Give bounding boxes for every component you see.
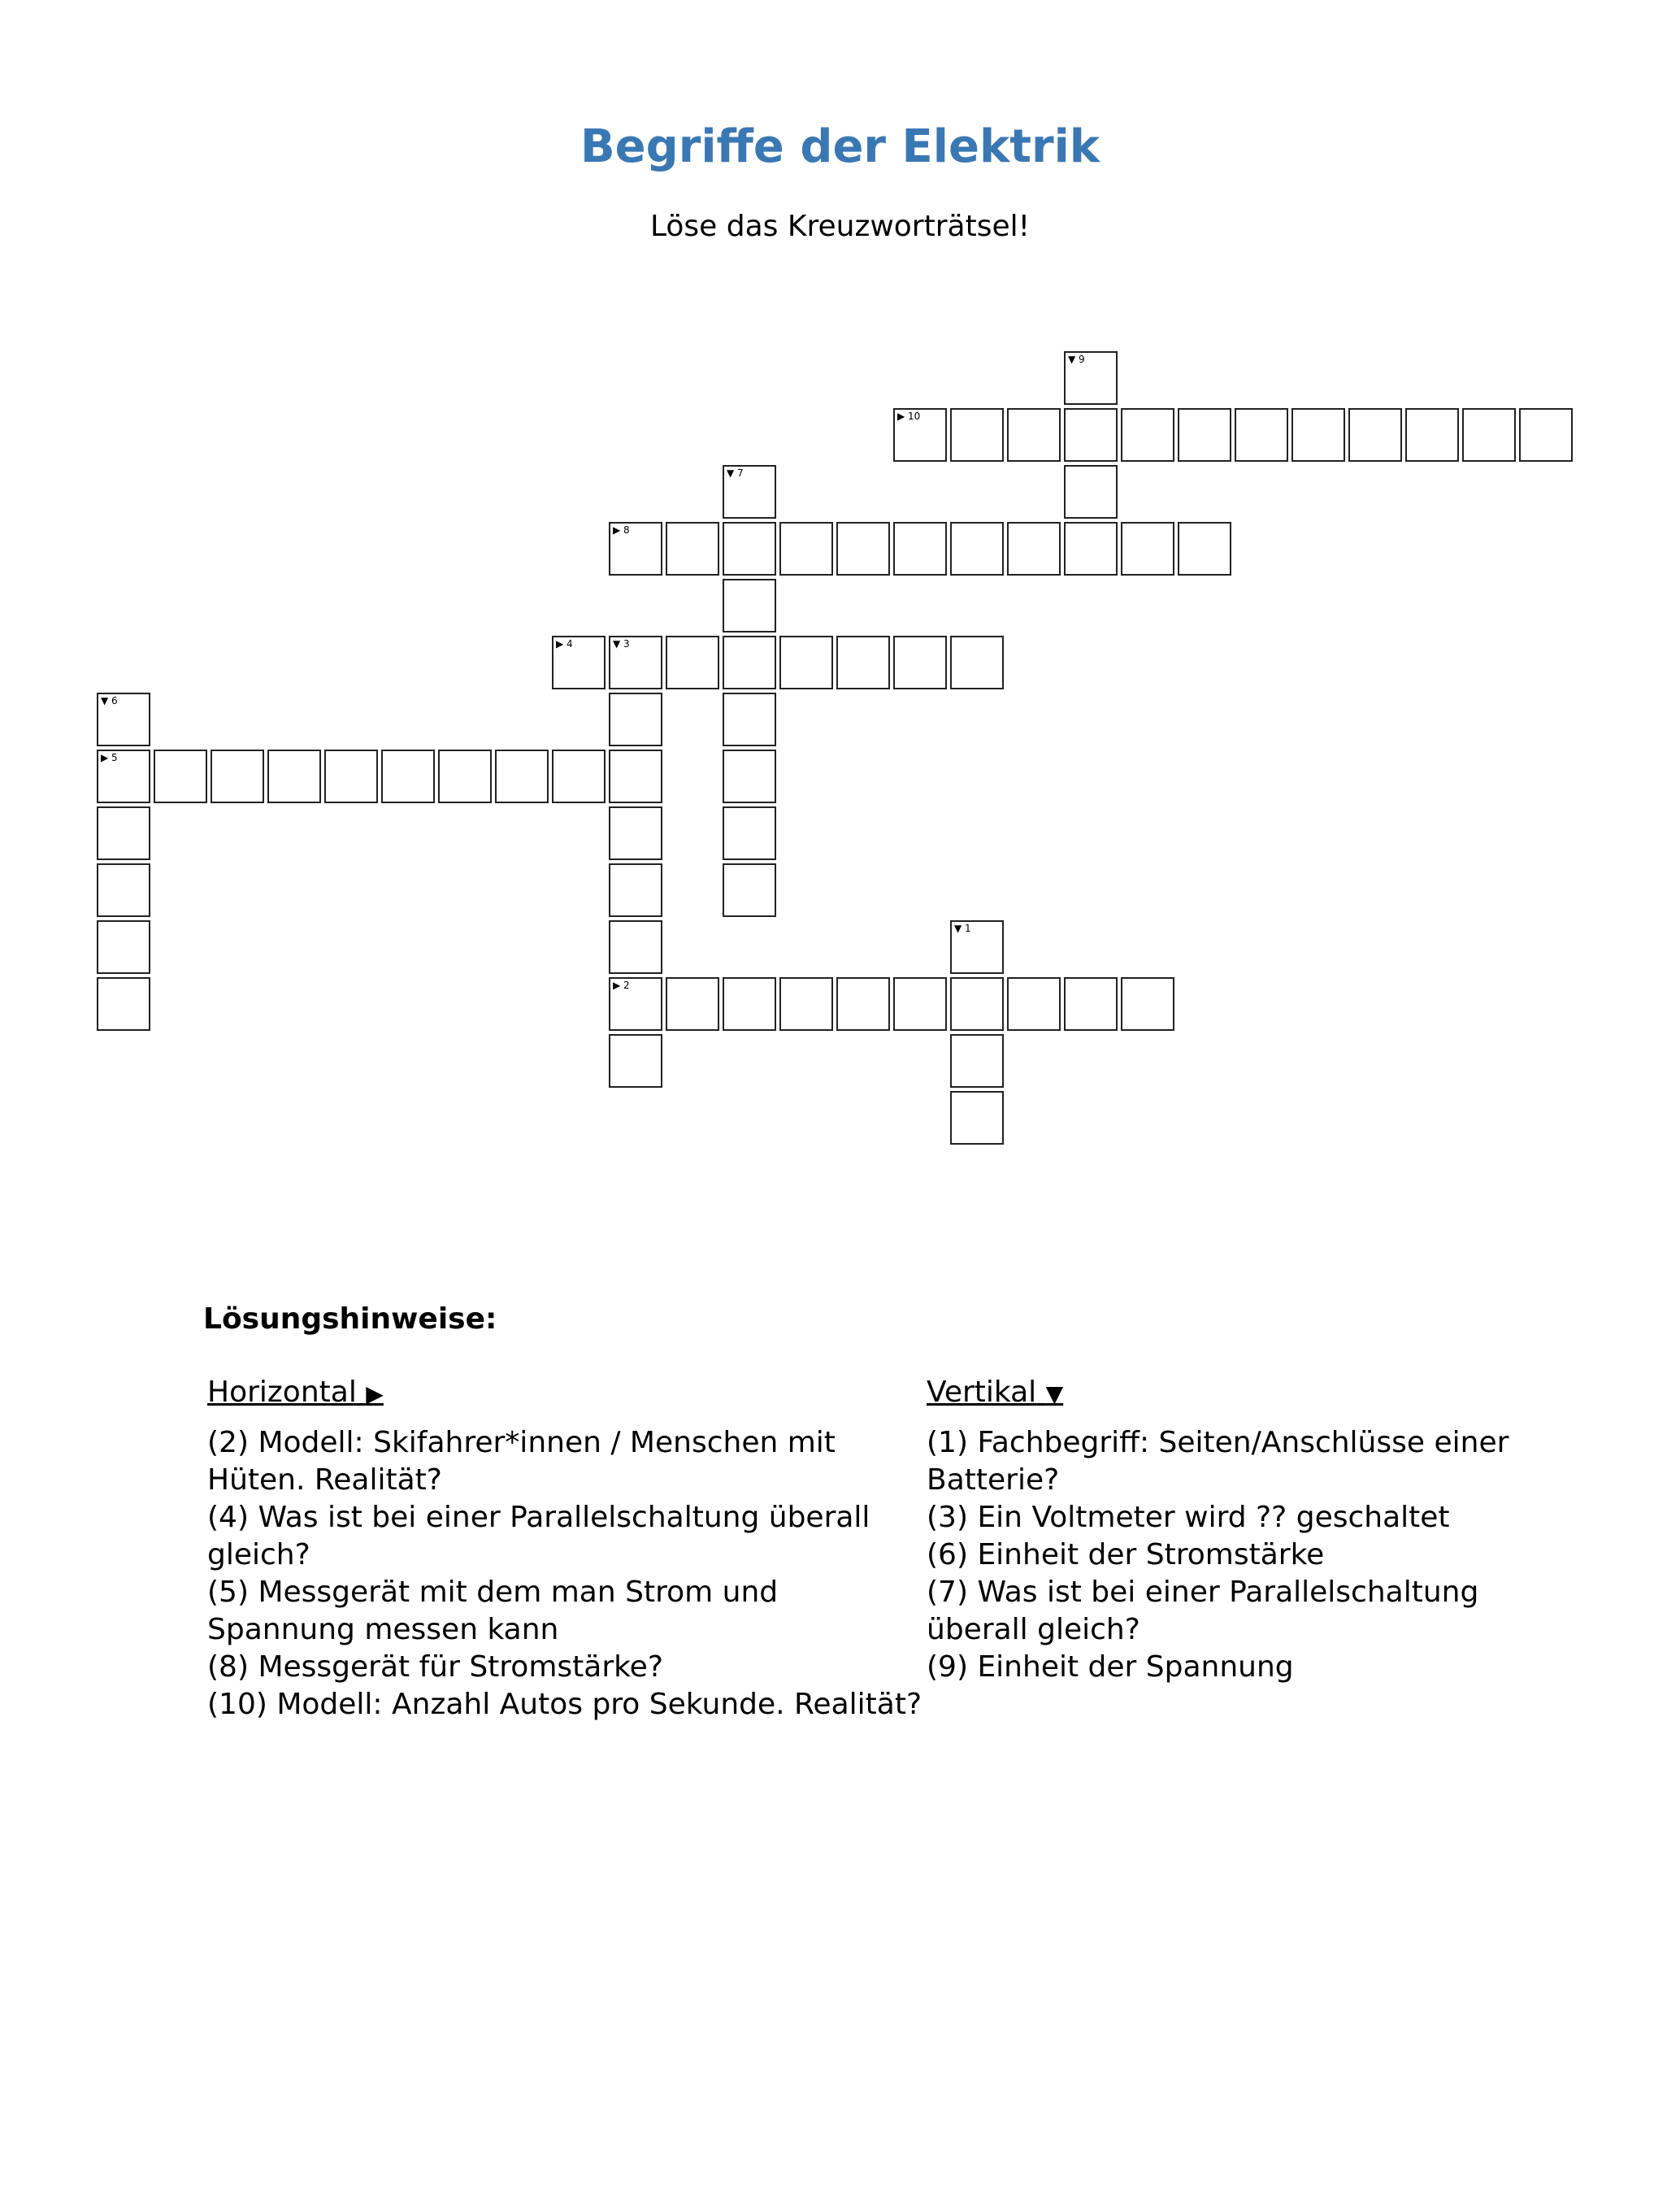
crossword-cell[interactable] <box>950 920 1004 974</box>
clue-number-label: ▼ 3 <box>613 638 630 650</box>
clue-number-label: ▶ 4 <box>556 638 573 650</box>
crossword-cell[interactable] <box>836 522 890 576</box>
crossword-cell[interactable] <box>1291 408 1345 462</box>
crossword-cell[interactable] <box>723 977 776 1031</box>
crossword-cell[interactable] <box>836 977 890 1031</box>
vertical-clue-7: (7) Was ist bei einer Parallelschaltung überall gleich? <box>927 1576 1479 1646</box>
crossword-cell[interactable] <box>552 750 606 803</box>
crossword-cell[interactable] <box>893 977 947 1031</box>
crossword-cell[interactable] <box>609 750 662 803</box>
crossword-cell[interactable] <box>609 863 662 917</box>
crossword-cell[interactable] <box>723 693 776 746</box>
horizontal-clue-10: (10) Modell: Anzahl Autos pro Sekunde. Realität? <box>207 1688 922 1721</box>
clue-number-label: ▼ 1 <box>954 923 971 934</box>
crossword-cell[interactable] <box>609 1034 662 1088</box>
crossword-cell[interactable] <box>97 863 150 917</box>
clue-number-label: ▼ 9 <box>1068 354 1085 365</box>
crossword-cell[interactable] <box>779 522 833 576</box>
crossword-cell[interactable] <box>97 693 150 746</box>
horizontal-label: Horizontal <box>207 1376 357 1409</box>
hints-heading: Lösungshinweise: <box>203 1302 497 1336</box>
crossword-cell[interactable] <box>723 806 776 860</box>
down-arrow-icon: ▼ <box>1045 1380 1064 1407</box>
crossword-cell[interactable] <box>1348 408 1402 462</box>
page-title: Begriffe der Elektrik <box>580 120 1100 173</box>
crossword-cell[interactable] <box>381 750 435 803</box>
crossword-cell[interactable] <box>723 750 776 803</box>
crossword-cell[interactable] <box>893 636 947 689</box>
crossword-cell[interactable] <box>893 408 947 462</box>
vertical-clue-3: (3) Ein Voltmeter wird ?? geschaltet <box>927 1501 1450 1534</box>
crossword-cell[interactable] <box>154 750 207 803</box>
crossword-cell[interactable] <box>666 522 719 576</box>
crossword-cell[interactable] <box>1178 408 1231 462</box>
vertical-clue-1: (1) Fachbegriff: Seiten/Anschlüsse einer Batterie? <box>927 1426 1509 1497</box>
crossword-cell[interactable] <box>666 636 719 689</box>
crossword-cell[interactable] <box>267 750 321 803</box>
crossword-cell[interactable] <box>779 977 833 1031</box>
clue-number-label: ▶ 8 <box>613 524 630 536</box>
crossword-cell[interactable] <box>836 636 890 689</box>
crossword-cell[interactable] <box>893 522 947 576</box>
crossword-cell[interactable] <box>609 806 662 860</box>
clue-number-label: ▶ 5 <box>101 752 118 763</box>
horizontal-clue-2: (2) Modell: Skifahrer*innen / Menschen mit Hüten. Realität? <box>207 1426 836 1497</box>
crossword-cell[interactable] <box>1064 977 1118 1031</box>
crossword-cell[interactable] <box>779 636 833 689</box>
crossword-cell[interactable] <box>1007 408 1061 462</box>
crossword-cell[interactable] <box>1235 408 1288 462</box>
crossword-cell[interactable] <box>1064 522 1118 576</box>
horizontal-clues-column <box>207 1374 922 1723</box>
crossword-cell[interactable] <box>609 977 662 1031</box>
crossword-cell[interactable] <box>723 579 776 632</box>
vertical-clues-column <box>927 1374 1577 1686</box>
crossword-cell[interactable] <box>1519 408 1573 462</box>
crossword-cell[interactable] <box>609 522 662 576</box>
horizontal-clue-8: (8) Messgerät für Stromstärke? <box>207 1650 663 1684</box>
crossword-cell[interactable] <box>97 750 150 803</box>
crossword-cell[interactable] <box>1007 977 1061 1031</box>
crossword-cell[interactable] <box>495 750 549 803</box>
crossword-cell[interactable] <box>552 636 606 689</box>
crossword-cell[interactable] <box>609 920 662 974</box>
crossword-cell[interactable] <box>97 806 150 860</box>
crossword-cell[interactable] <box>950 636 1004 689</box>
crossword-cell[interactable] <box>1462 408 1516 462</box>
crossword-cell[interactable] <box>609 636 662 689</box>
crossword-cell[interactable] <box>723 522 776 576</box>
crossword-cell[interactable] <box>1064 351 1118 405</box>
crossword-cell[interactable] <box>723 863 776 917</box>
clue-number-label: ▼ 7 <box>727 467 744 479</box>
clue-number-label: ▶ 2 <box>613 980 630 991</box>
vertical-clue-6: (6) Einheit der Stromstärke <box>927 1538 1325 1571</box>
crossword-cell[interactable] <box>723 465 776 519</box>
crossword-cell[interactable] <box>1121 408 1174 462</box>
horizontal-clue-5: (5) Messgerät mit dem man Strom und Spannung messen kann <box>207 1576 779 1646</box>
right-arrow-icon: ▶ <box>366 1380 384 1407</box>
crossword-cell[interactable] <box>1064 408 1118 462</box>
crossword-cell[interactable] <box>723 636 776 689</box>
crossword-cell[interactable] <box>211 750 264 803</box>
clue-number-label: ▼ 6 <box>101 695 118 706</box>
vertical-label: Vertikal <box>927 1376 1037 1409</box>
crossword-cell[interactable] <box>950 1034 1004 1088</box>
crossword-cell[interactable] <box>1064 465 1118 519</box>
crossword-cell[interactable] <box>97 920 150 974</box>
clue-number-label: ▶ 10 <box>897 411 921 422</box>
crossword-cell[interactable] <box>950 977 1004 1031</box>
crossword-cell[interactable] <box>1405 408 1459 462</box>
page-subtitle: Löse das Kreuzworträtsel! <box>649 210 1031 243</box>
crossword-cell[interactable] <box>950 1091 1004 1145</box>
crossword-cell[interactable] <box>438 750 492 803</box>
crossword-cell[interactable] <box>97 977 150 1031</box>
crossword-cell[interactable] <box>324 750 378 803</box>
crossword-cell[interactable] <box>666 977 719 1031</box>
crossword-cell[interactable] <box>950 522 1004 576</box>
crossword-cell[interactable] <box>1007 522 1061 576</box>
horizontal-clue-4: (4) Was ist bei einer Parallelschaltung überall gleich? <box>207 1501 870 1571</box>
crossword-cell[interactable] <box>1121 977 1174 1031</box>
crossword-cell[interactable] <box>950 408 1004 462</box>
crossword-cell[interactable] <box>1121 522 1174 576</box>
crossword-cell[interactable] <box>609 693 662 746</box>
crossword-cell[interactable] <box>1178 522 1231 576</box>
horizontal-heading <box>207 1374 922 1413</box>
vertical-clue-9: (9) Einheit der Spannung <box>927 1650 1294 1684</box>
vertical-heading <box>927 1374 1577 1413</box>
